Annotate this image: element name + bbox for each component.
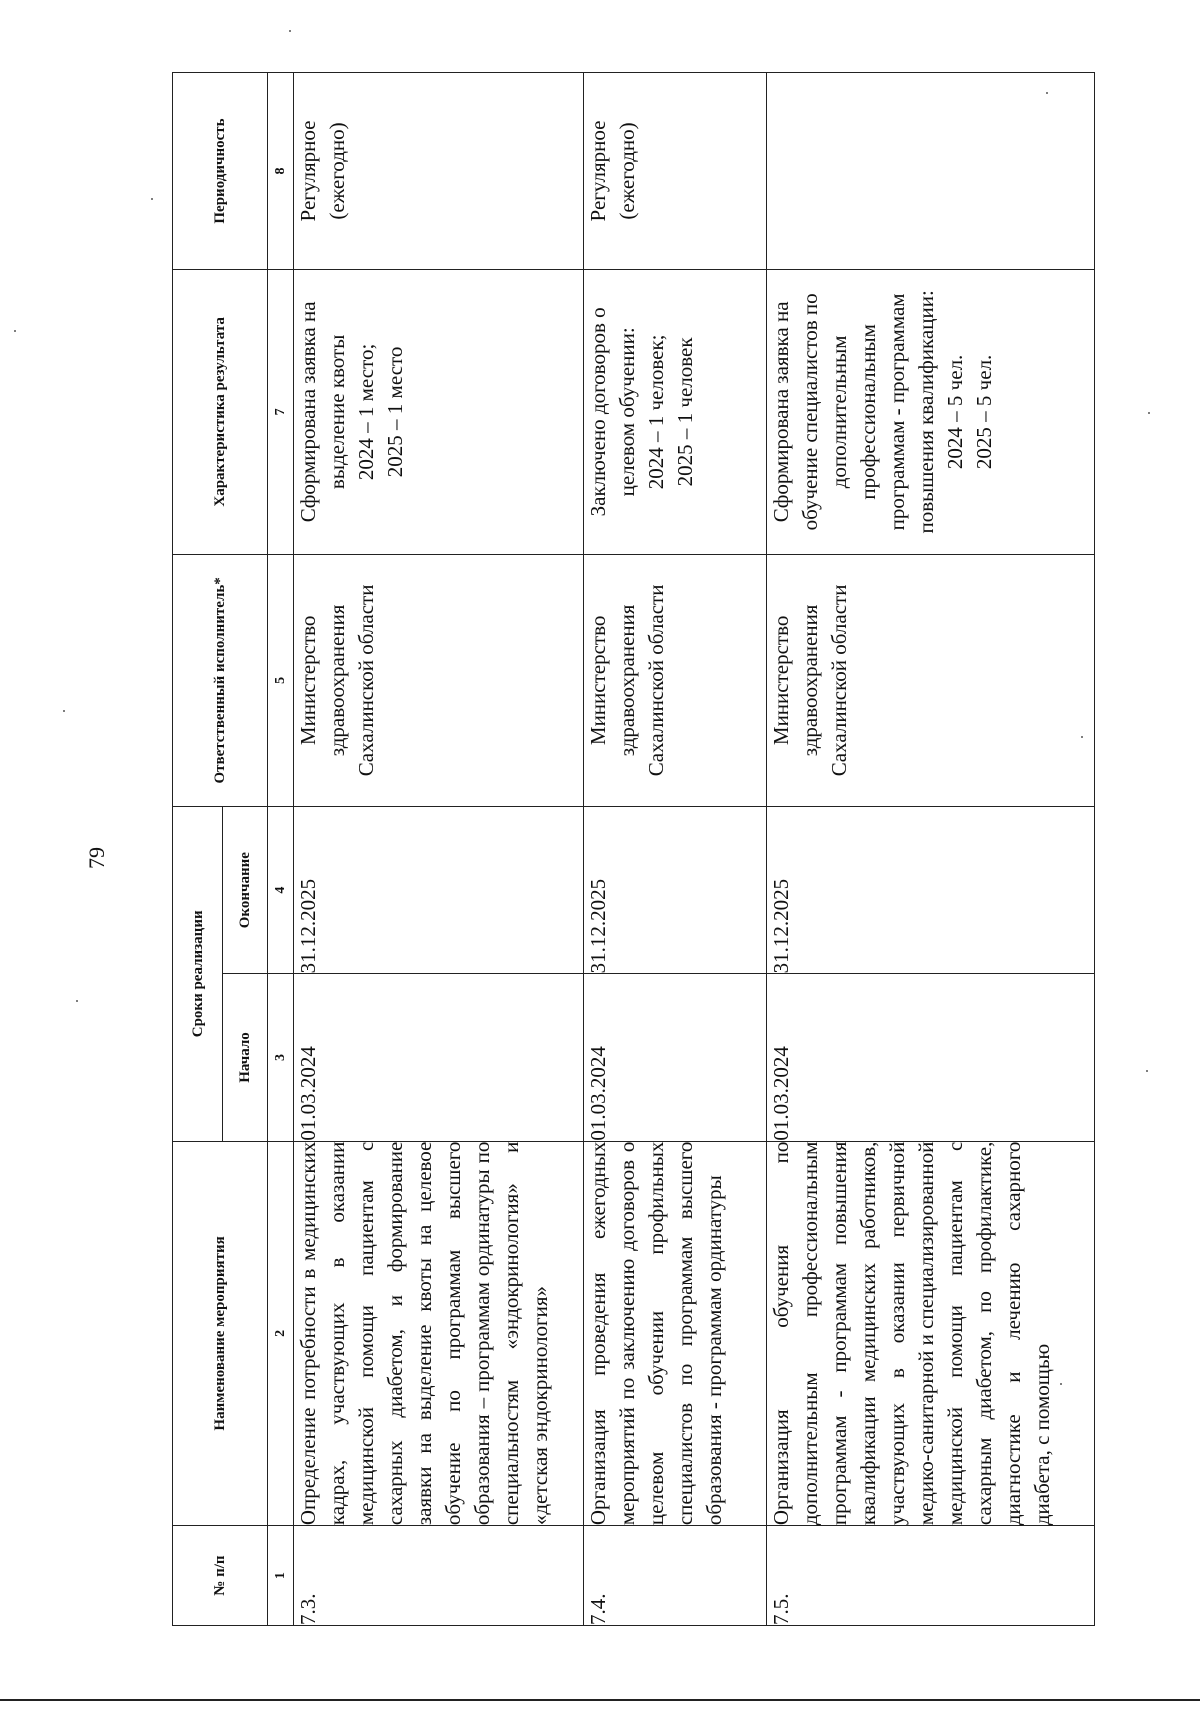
scan-speck <box>1146 1070 1148 1072</box>
scan-speck <box>76 1000 78 1002</box>
row-activity-name: Организация проведения ежегодных мероприятий по заключению договоров о целевом обучении профильных специалистов по программам высшего образования - программам ординатуры <box>584 1141 767 1526</box>
result-line-2024: 2024 – 1 место; <box>354 343 378 481</box>
result-line-2024: 2024 – 5 чел. <box>943 354 967 470</box>
column-number: 1 <box>268 1526 294 1626</box>
column-number-row <box>268 73 294 1626</box>
column-number: 4 <box>268 807 294 974</box>
row-end-date: 31.12.2025 <box>767 807 1095 974</box>
page-number: 79 <box>84 847 109 869</box>
scan-speck <box>151 198 153 200</box>
column-number: 8 <box>268 73 294 270</box>
table-row-7-3 <box>294 73 584 1626</box>
row-frequency <box>767 73 1095 270</box>
result-line-2025: 2025 – 1 место <box>383 346 407 478</box>
row-number: 7.3. <box>294 1526 584 1626</box>
row-executor: Министерство здравоохранения Сахалинской области <box>294 554 584 806</box>
table-row-7-5 <box>767 73 1095 1626</box>
column-number: 5 <box>268 554 294 806</box>
table-row-7-4 <box>584 73 767 1626</box>
result-main: Сформирована заявка на выделение квоты <box>296 301 349 523</box>
action-plan-table <box>172 72 1095 1626</box>
row-start-date: 01.03.2024 <box>767 974 1095 1141</box>
rotated-table-container <box>172 72 1094 1626</box>
row-result <box>584 270 767 555</box>
header-result: Характеристика результата <box>173 270 268 555</box>
result-main: Сформирована заявка на обучение специалистов по дополнительным профессиональным программам - программам повышения квалификации: <box>769 290 938 534</box>
result-line-2024: 2024 – 1 человек; <box>644 334 668 490</box>
column-number: 3 <box>268 974 294 1141</box>
scan-speck <box>1060 1383 1062 1385</box>
result-line-2025: 2025 – 1 человек <box>673 337 697 487</box>
row-frequency: Регулярное (ежегодно) <box>294 73 584 270</box>
header-num: № п/п <box>173 1526 268 1626</box>
header-start: Начало <box>223 974 268 1141</box>
row-result <box>294 270 584 555</box>
row-activity-name: Определение потребности в медицинских кадрах, участвующих в оказании медицинской помощи пациентам с сахарных диабетом, и формирование заявки на выделение квоты на целевое обучение по программам высшего образования – программам ординатуры по специальностям «эндокринология» и «детская эндокринология» <box>294 1141 584 1526</box>
scan-speck <box>14 330 16 332</box>
row-executor: Министерство здравоохранения Сахалинской области <box>584 554 767 806</box>
row-activity-name: Организация обучения по дополнительным профессиональным программам - программам повышения квалификации медицинских работников, участвующих в оказании первичной медико-санитарной и специализированной медицинской помощи пациентам с сахарным диабетом, по профилактике, диагностике и лечению сахарного диабета, с помощью <box>767 1141 1095 1526</box>
header-executor: Ответственный исполнитель* <box>173 554 268 806</box>
row-start-date: 01.03.2024 <box>294 974 584 1141</box>
row-frequency: Регулярное (ежегодно) <box>584 73 767 270</box>
row-start-date: 01.03.2024 <box>584 974 767 1141</box>
header-period: Сроки реализации <box>173 807 223 1142</box>
row-number: 7.5. <box>767 1526 1095 1626</box>
scan-speck <box>1081 736 1083 738</box>
scan-speck <box>1148 412 1150 414</box>
scan-speck <box>1046 92 1048 94</box>
result-main: Заключено договоров о целевом обучении: <box>586 307 639 517</box>
column-number: 2 <box>268 1141 294 1526</box>
result-line-2025: 2025 – 5 чел. <box>972 354 996 470</box>
row-end-date: 31.12.2025 <box>294 807 584 974</box>
row-end-date: 31.12.2025 <box>584 807 767 974</box>
scan-speck <box>63 710 65 712</box>
header-name: Наименование мероприятия <box>173 1141 268 1526</box>
row-result <box>767 270 1095 555</box>
row-executor: Министерство здравоохранения Сахалинской области <box>767 554 1095 806</box>
column-number: 7 <box>268 270 294 555</box>
scan-speck <box>289 30 291 32</box>
row-number: 7.4. <box>584 1526 767 1626</box>
header-end: Окончание <box>223 807 268 974</box>
header-frequency: Периодичность <box>173 73 268 270</box>
header-row-top <box>173 73 223 1626</box>
page-bottom-rule <box>0 1699 1200 1701</box>
